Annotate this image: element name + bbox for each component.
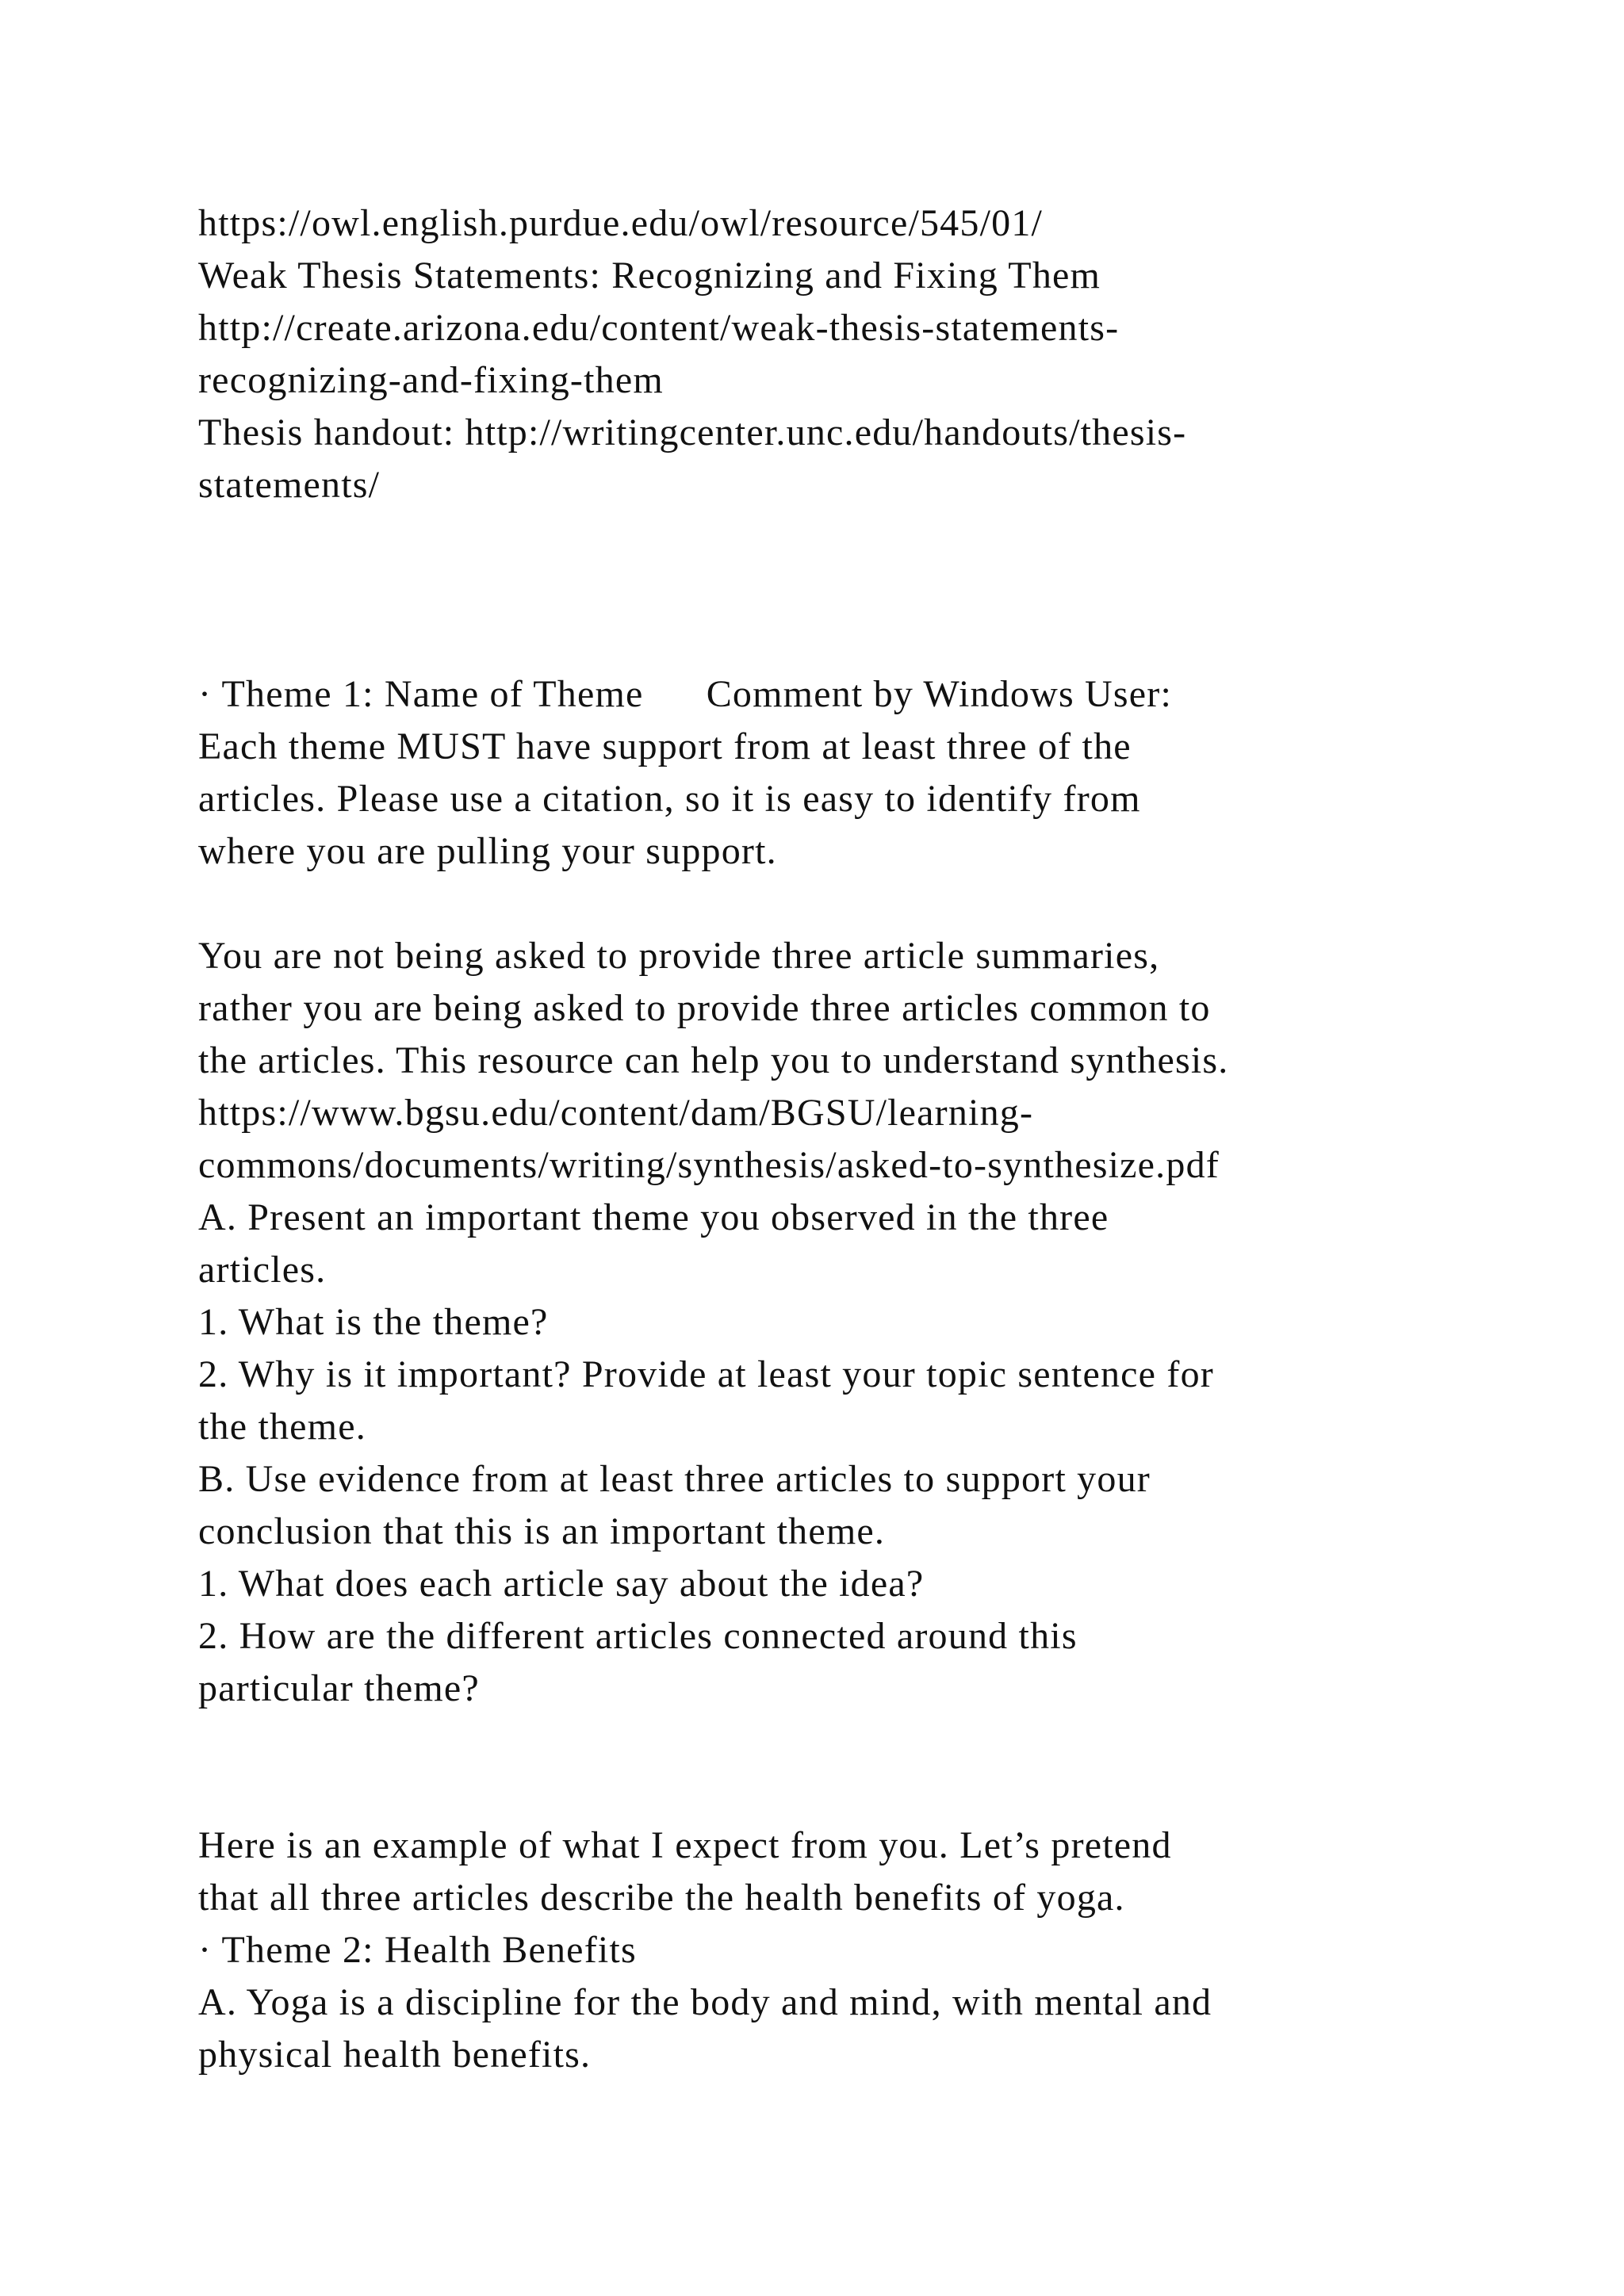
link-bgsu-line-2[interactable]: commons/documents/writing/synthesis/asked-to-synthesize.pdf (198, 1144, 1220, 1186)
example-item-a: A. Yoga is a discipline for the body and mind, with mental and (198, 1981, 1212, 2023)
example-intro-line: Here is an example of what I expect from you. Let’s pretend (198, 1824, 1172, 1866)
outline-item-a: A. Present an important theme you observed in the three (198, 1196, 1109, 1238)
comment-text-line: articles. Please use a citation, so it is easy to identify from (198, 778, 1141, 820)
outline-item-b: B. Use evidence from at least three articles to support your (198, 1458, 1151, 1500)
outline-item-a2: 2. Why is it important? Provide at least your topic sentence for (198, 1353, 1214, 1395)
link-bgsu-line-1[interactable]: https://www.bgsu.edu/content/dam/BGSU/learning- (198, 1092, 1034, 1134)
synthesis-note-line: rather you are being asked to provide three articles common to (198, 987, 1211, 1029)
outline-item-b2-cont: particular theme? (198, 1667, 480, 1709)
synthesis-note-line: the articles. This resource can help you to understand synthesis. (198, 1039, 1229, 1081)
example-intro-line: that all three articles describe the health benefits of yoga. (198, 1877, 1125, 1919)
outline-item-b1: 1. What does each article say about the idea? (198, 1563, 925, 1605)
comment-text-line: where you are pulling your support. (198, 830, 777, 872)
outline-item-b-cont: conclusion that this is an important theme. (198, 1510, 886, 1552)
comment-text-line: Each theme MUST have support from at least three of the (198, 725, 1132, 767)
outline-item-a2-cont: the theme. (198, 1406, 366, 1448)
link-arizona-line-1[interactable]: http://create.arizona.edu/content/weak-thesis-statements- (198, 307, 1120, 349)
link-owl-purdue[interactable]: https://owl.english.purdue.edu/owl/resource/545/01/ (198, 202, 1044, 244)
synthesis-note-line: You are not being asked to provide three article summaries, (198, 935, 1160, 977)
weak-thesis-title: Weak Thesis Statements: Recognizing and Fixing Them (198, 254, 1101, 297)
outline-item-a1: 1. What is the theme? (198, 1301, 549, 1343)
theme-1-heading: · Theme 1: Name of Theme Comment by Windows User: (198, 673, 1173, 715)
outline-item-b2: 2. How are the different articles connected around this (198, 1615, 1078, 1657)
thesis-handout-line-2[interactable]: statements/ (198, 464, 381, 506)
theme-2-heading: · Theme 2: Health Benefits (198, 1929, 637, 1971)
thesis-handout-line-1[interactable]: Thesis handout: http://writingcenter.unc.edu/handouts/thesis- (198, 411, 1187, 453)
outline-item-a-cont: articles. (198, 1249, 327, 1291)
link-arizona-line-2[interactable]: recognizing-and-fixing-them (198, 359, 664, 401)
example-item-a-cont: physical health benefits. (198, 2034, 592, 2076)
